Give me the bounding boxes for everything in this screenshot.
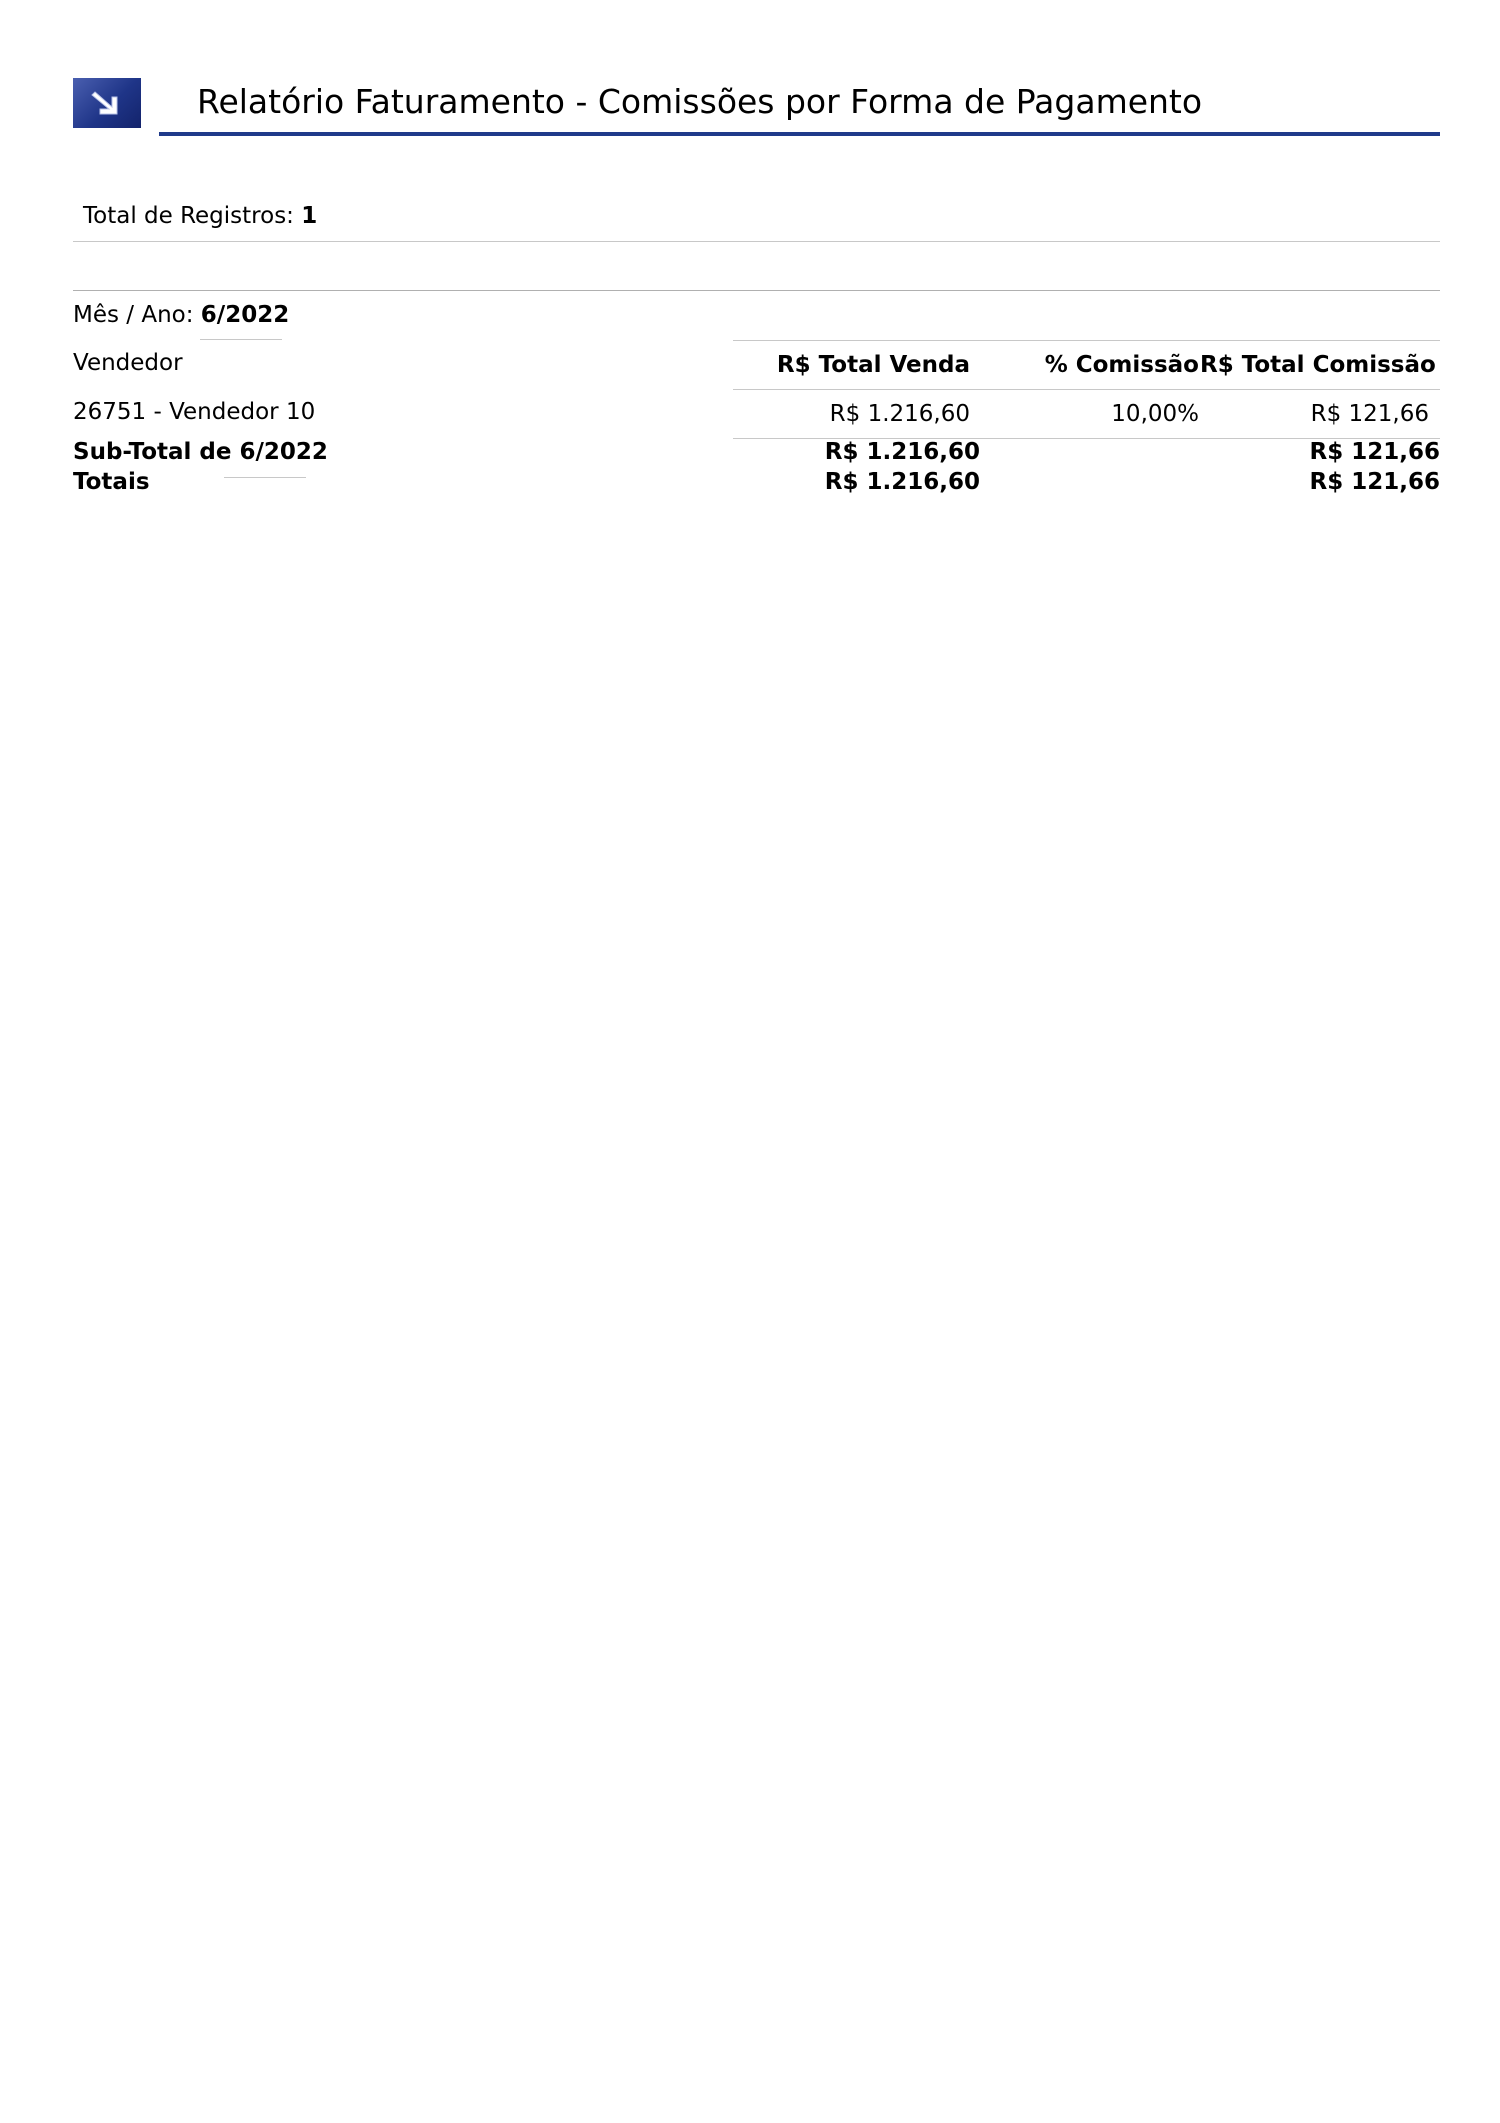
group-label: Mês / Ano: xyxy=(73,302,194,328)
group-header xyxy=(73,300,289,330)
row-total-venda: R$ 1.216,60 xyxy=(829,401,970,427)
col-header-total-venda: R$ Total Venda xyxy=(776,352,970,378)
summary-divider xyxy=(73,241,1440,242)
group-value: 6/2022 xyxy=(200,302,290,328)
arrow-down-right-icon xyxy=(90,88,124,118)
totals-total-comissao: R$ 121,66 xyxy=(1309,469,1440,495)
report-title: Relatório Faturamento - Comissões por Forma de Pagamento xyxy=(197,82,1203,121)
subtotal-underline xyxy=(224,477,306,478)
row-total-comissao: R$ 121,66 xyxy=(1310,401,1429,427)
totals-label: Totais xyxy=(73,469,150,495)
group-value-underline xyxy=(200,339,282,340)
subtotal-label: Sub-Total de 6/2022 xyxy=(73,439,328,465)
columns-top-divider xyxy=(733,340,1440,341)
total-records-label: Total de Registros: xyxy=(83,203,294,229)
totals-total-venda: R$ 1.216,60 xyxy=(824,469,980,495)
subtotal-total-comissao: R$ 121,66 xyxy=(1309,439,1440,465)
total-records-value: 1 xyxy=(301,203,318,229)
total-records xyxy=(83,201,317,231)
col-header-comissao: % Comissão xyxy=(1044,352,1199,378)
report-logo xyxy=(73,78,141,128)
col-header-total-comissao: R$ Total Comissão xyxy=(1200,352,1436,378)
columns-bottom-divider xyxy=(733,389,1440,390)
group-top-divider xyxy=(73,290,1440,291)
title-divider xyxy=(159,132,1440,136)
row-comissao: 10,00% xyxy=(1111,401,1199,427)
col-header-vendedor: Vendedor xyxy=(73,350,183,376)
subtotal-total-venda: R$ 1.216,60 xyxy=(824,439,980,465)
row-vendedor: 26751 - Vendedor 10 xyxy=(73,399,316,425)
